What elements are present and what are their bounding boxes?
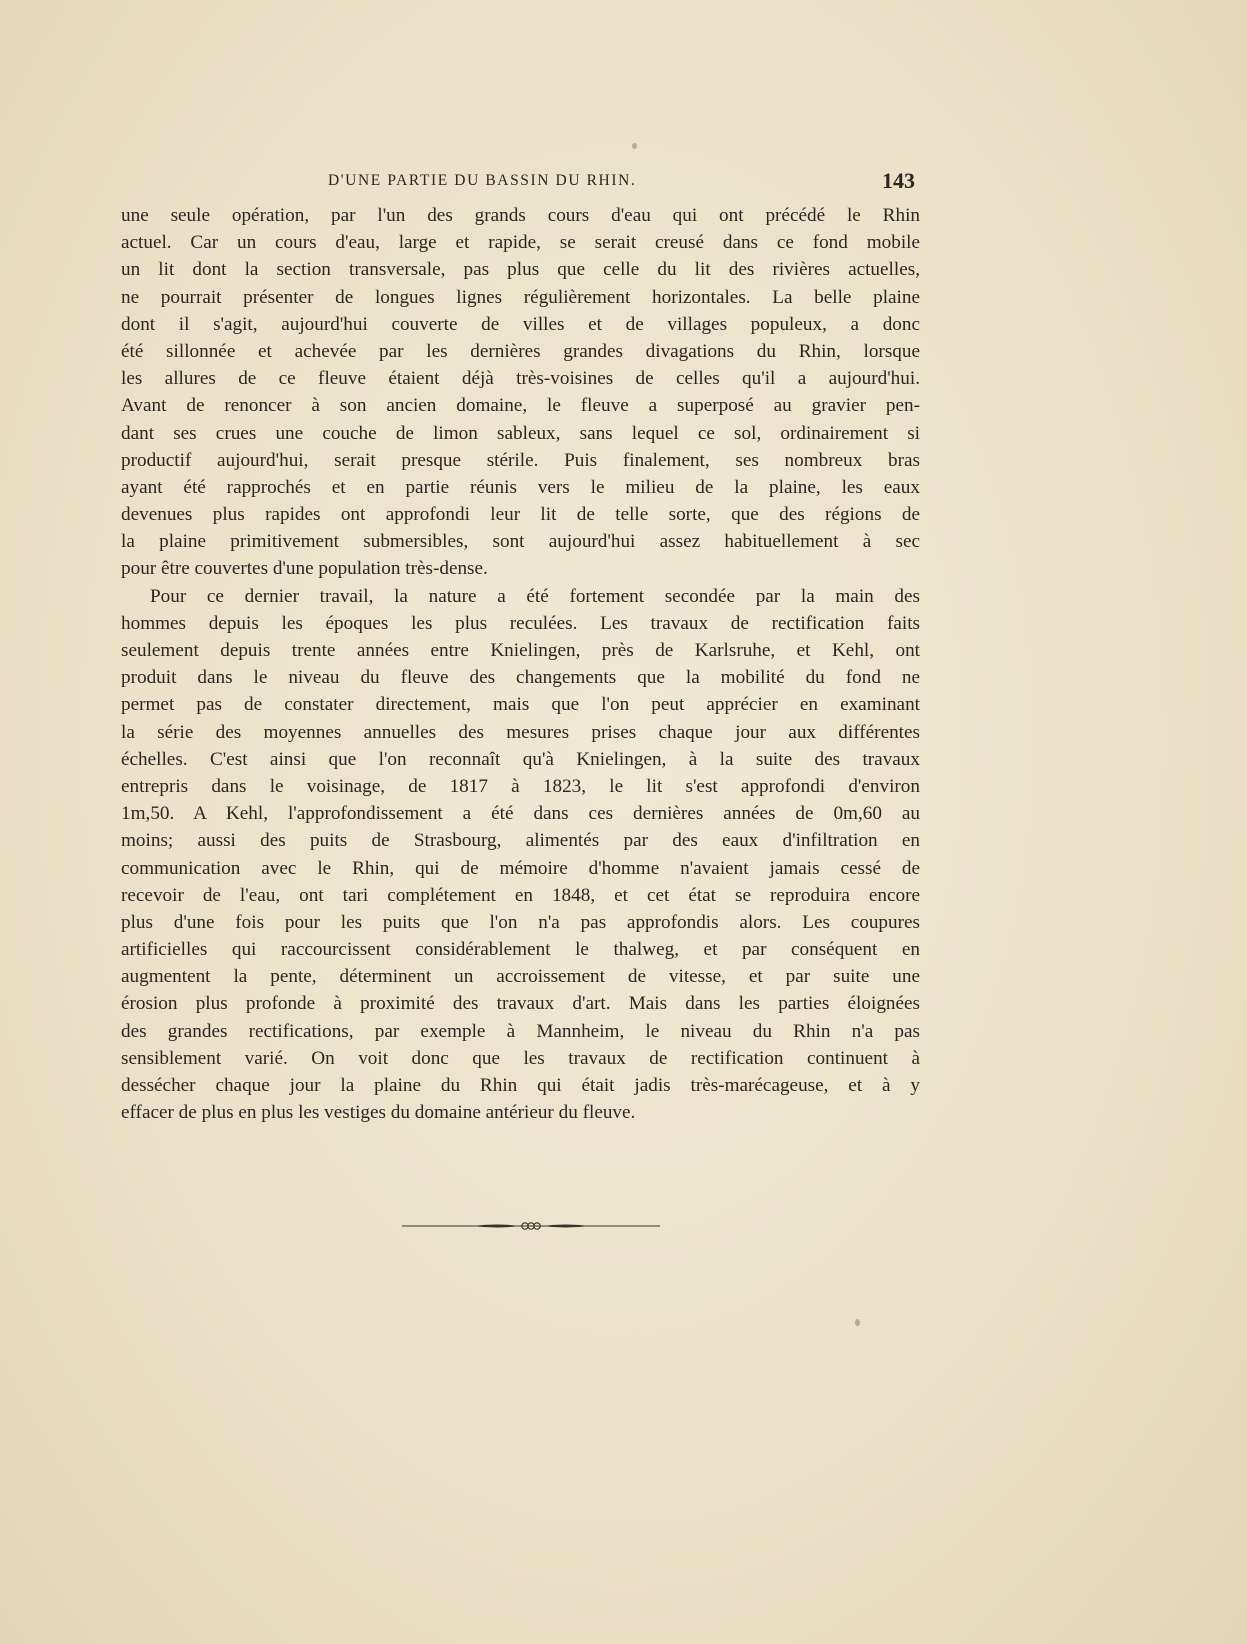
text-line: Pour ce dernier travail, la nature a été fortement secondée par la main des [150, 585, 920, 607]
text-line: dont il s'agit, aujourd'hui couverte de villes et de villages populeux, a donc [121, 313, 920, 335]
text-line: ayant été rapprochés et en partie réunis vers le milieu de la plaine, les eaux [121, 476, 920, 498]
text-line: été sillonnée et achevée par les dernières grandes divagations du Rhin, lorsque [121, 340, 920, 362]
page-number: 143 [882, 168, 915, 193]
text-line: entrepris dans le voisinage, de 1817 à 1823, le lit s'est approfondi d'environ [121, 775, 920, 797]
text-line: seulement depuis trente années entre Knielingen, près de Karlsruhe, et Kehl, ont [121, 640, 920, 661]
text-line: devenues plus rapides ont approfondi leur lit de telle sorte, que des régions de [121, 504, 920, 526]
text-line: hommes depuis les époques les plus reculées. Les travaux de rectification faits [121, 612, 920, 634]
text-line: plus d'une fois pour les puits que l'on n'a pas approfondis alors. Les coupures [121, 911, 920, 933]
text-line: une seule opération, par l'un des grands cours d'eau qui ont précédé le Rhin [121, 205, 920, 226]
text-line: des grandes rectifications, par exemple à Mannheim, le niveau du Rhin n'a pas [121, 1020, 920, 1042]
paper-spot [855, 1319, 860, 1326]
text-line: augmentent la pente, déterminent un accroissement de vitesse, et par suite une [121, 966, 920, 988]
text-line: moins; aussi des puits de Strasbourg, alimentés par des eaux d'infiltration en [121, 830, 920, 852]
text-line: dessécher chaque jour la plaine du Rhin qui était jadis très-marécageuse, et à y [121, 1075, 920, 1096]
ornamental-rule [402, 1220, 660, 1232]
text-line: érosion plus profonde à proximité des travaux d'art. Mais dans les parties éloignées [121, 993, 920, 1015]
text-line: recevoir de l'eau, ont tari complétement en 1848, et cet état se reproduira encore [121, 884, 920, 906]
body-text [121, 202, 920, 1126]
text-line: produit dans le niveau du fleuve des changements que la mobilité du fond ne [121, 667, 920, 689]
text-line: effacer de plus en plus les vestiges du domaine antérieur du fleuve. [121, 1102, 636, 1124]
text-line: pour être couvertes d'une population très-dense. [121, 558, 488, 580]
text-line: Avant de renoncer à son ancien domaine, le fleuve a superposé au gravier pen- [121, 395, 920, 417]
text-line: sensiblement varié. On voit donc que les travaux de rectification continuent à [121, 1047, 920, 1069]
text-line: artificielles qui raccourcissent considérablement le thalweg, et par conséquent en [121, 939, 920, 961]
text-line: communication avec le Rhin, qui de mémoire d'homme n'avaient jamais cessé de [121, 857, 920, 879]
text-line: productif aujourd'hui, serait presque stérile. Puis finalement, ses nombreux bras [121, 449, 920, 471]
running-header [120, 168, 915, 196]
text-line: dant ses crues une couche de limon sableux, sans lequel ce sol, ordinairement si [121, 422, 920, 444]
text-line: échelles. C'est ainsi que l'on reconnaît qu'à Knielingen, à la suite des travaux [121, 748, 920, 770]
text-line: permet pas de constater directement, mais que l'on peut apprécier en examinant [121, 694, 920, 716]
running-title: D'UNE PARTIE DU BASSIN DU RHIN. [328, 172, 637, 189]
text-line: actuel. Car un cours d'eau, large et rapide, se serait creusé dans ce fond mobile [121, 232, 920, 254]
text-line: la plaine primitivement submersibles, sont aujourd'hui assez habituellement à sec [121, 531, 920, 553]
text-line: la série des moyennes annuelles des mesures prises chaque jour aux différentes [121, 721, 920, 743]
text-line: ne pourrait présenter de longues lignes régulièrement horizontales. La belle plaine [121, 286, 920, 308]
paper-spot [632, 143, 637, 149]
text-line: les allures de ce fleuve étaient déjà très-voisines de celles qu'il a aujourd'hui. [121, 368, 920, 390]
text-line: 1m,50. A Kehl, l'approfondissement a été dans ces dernières années de 0m,60 au [121, 803, 920, 825]
text-line: un lit dont la section transversale, pas plus que celle du lit des rivières actuelles, [121, 259, 920, 281]
